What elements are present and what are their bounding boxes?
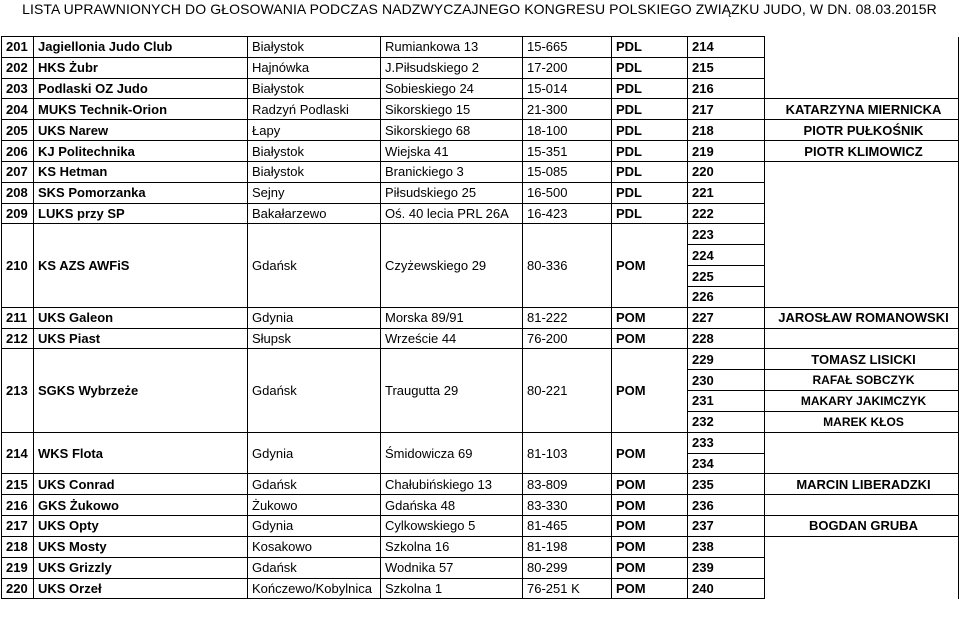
table-body [2, 37, 959, 599]
row-number: 211 [2, 307, 34, 328]
delegate-number: 229 [688, 349, 765, 370]
club-postal-code: 21-300 [523, 99, 612, 120]
table-row [2, 37, 959, 58]
row-number: 216 [2, 495, 34, 516]
club-city: Hajnówka [248, 57, 381, 78]
club-postal-code: 15-014 [523, 78, 612, 99]
club-name: UKS Galeon [34, 307, 248, 328]
club-city: Bakałarzewo [248, 203, 381, 224]
club-name: UKS Narew [34, 120, 248, 141]
club-name: KS Hetman [34, 161, 248, 182]
club-postal-code: 16-500 [523, 182, 612, 203]
club-city: Gdańsk [248, 349, 381, 432]
table-row [2, 161, 959, 182]
club-street: Morska 89/91 [381, 307, 523, 328]
delegate-name [765, 328, 959, 349]
club-province: POM [612, 307, 688, 328]
table-row [2, 203, 959, 224]
club-street: Czyżewskiego 29 [381, 224, 523, 307]
delegate-name: BOGDAN GRUBA [765, 516, 959, 537]
club-province: POM [612, 328, 688, 349]
club-street: Gdańska 48 [381, 495, 523, 516]
delegate-name [765, 557, 959, 578]
delegate-number: 220 [688, 161, 765, 182]
club-postal-code: 81-198 [523, 536, 612, 557]
row-number: 214 [2, 432, 34, 474]
table-row [2, 99, 959, 120]
delegate-number: 221 [688, 182, 765, 203]
delegate-number: 216 [688, 78, 765, 99]
club-province: POM [612, 432, 688, 474]
club-province: PDL [612, 37, 688, 58]
delegate-name [765, 182, 959, 203]
club-name: Podlaski OZ Judo [34, 78, 248, 99]
delegate-number: 228 [688, 328, 765, 349]
delegate-number: 230 [688, 370, 765, 391]
delegate-name: MAREK KŁOS [765, 411, 959, 432]
club-province: PDL [612, 161, 688, 182]
delegate-number: 239 [688, 557, 765, 578]
club-name: KS AZS AWFiS [34, 224, 248, 307]
club-street: Szkolna 16 [381, 536, 523, 557]
club-postal-code: 80-221 [523, 349, 612, 432]
row-number: 215 [2, 474, 34, 495]
club-name: UKS Orzeł [34, 578, 248, 599]
delegate-number: 215 [688, 57, 765, 78]
club-street: Wodnika 57 [381, 557, 523, 578]
delegate-name: MARCIN LIBERADZKI [765, 474, 959, 495]
delegate-number: 234 [688, 453, 765, 474]
delegate-name [765, 578, 959, 599]
delegate-name [765, 78, 959, 99]
club-province: POM [612, 349, 688, 432]
delegate-number: 240 [688, 578, 765, 599]
club-street: Sobieskiego 24 [381, 78, 523, 99]
club-city: Łapy [248, 120, 381, 141]
club-city: Gdynia [248, 516, 381, 537]
delegate-name [765, 453, 959, 474]
club-city: Gdańsk [248, 224, 381, 307]
table-row [2, 224, 959, 245]
row-number: 213 [2, 349, 34, 432]
delegate-number: 214 [688, 37, 765, 58]
club-city: Białystok [248, 141, 381, 162]
delegate-number: 225 [688, 266, 765, 287]
delegate-name [765, 495, 959, 516]
club-street: Chałubińskiego 13 [381, 474, 523, 495]
table-row [2, 432, 959, 453]
row-number: 201 [2, 37, 34, 58]
club-street: Szkolna 1 [381, 578, 523, 599]
delegate-number: 222 [688, 203, 765, 224]
row-number: 206 [2, 141, 34, 162]
row-number: 207 [2, 161, 34, 182]
club-postal-code: 15-351 [523, 141, 612, 162]
club-city: Gdynia [248, 432, 381, 474]
table-row [2, 557, 959, 578]
delegate-number: 218 [688, 120, 765, 141]
club-postal-code: 81-465 [523, 516, 612, 537]
club-postal-code: 80-299 [523, 557, 612, 578]
delegate-name: JAROSŁAW ROMANOWSKI [765, 307, 959, 328]
club-name: Jagiellonia Judo Club [34, 37, 248, 58]
club-name: SGKS Wybrzeże [34, 349, 248, 432]
club-street: J.Piłsudskiego 2 [381, 57, 523, 78]
club-city: Gdynia [248, 307, 381, 328]
row-number: 220 [2, 578, 34, 599]
club-city: Gdańsk [248, 557, 381, 578]
club-postal-code: 18-100 [523, 120, 612, 141]
club-postal-code: 76-200 [523, 328, 612, 349]
club-city: Żukowo [248, 495, 381, 516]
club-name: UKS Mosty [34, 536, 248, 557]
delegate-name: PIOTR KLIMOWICZ [765, 141, 959, 162]
club-province: PDL [612, 99, 688, 120]
delegate-name: KATARZYNA MIERNICKA [765, 99, 959, 120]
table-row [2, 57, 959, 78]
delegate-number: 219 [688, 141, 765, 162]
club-city: Radzyń Podlaski [248, 99, 381, 120]
club-postal-code: 16-423 [523, 203, 612, 224]
delegate-number: 238 [688, 536, 765, 557]
club-city: Gdańsk [248, 474, 381, 495]
club-postal-code: 80-336 [523, 224, 612, 307]
club-province: PDL [612, 203, 688, 224]
table-row [2, 328, 959, 349]
delegate-name [765, 224, 959, 245]
table-row [2, 78, 959, 99]
club-province: POM [612, 578, 688, 599]
club-name: KJ Politechnika [34, 141, 248, 162]
delegate-number: 233 [688, 432, 765, 453]
club-postal-code: 17-200 [523, 57, 612, 78]
delegate-number: 231 [688, 391, 765, 412]
row-number: 218 [2, 536, 34, 557]
club-street: Wiejska 41 [381, 141, 523, 162]
club-street: Branickiego 3 [381, 161, 523, 182]
club-name: SKS Pomorzanka [34, 182, 248, 203]
table-row [2, 578, 959, 599]
club-postal-code: 81-103 [523, 432, 612, 474]
delegate-name [765, 161, 959, 182]
club-city: Białystok [248, 37, 381, 58]
club-street: Piłsudskiego 25 [381, 182, 523, 203]
table-row [2, 495, 959, 516]
club-name: HKS Żubr [34, 57, 248, 78]
delegate-name [765, 245, 959, 266]
club-province: PDL [612, 57, 688, 78]
delegate-name [765, 37, 959, 58]
row-number: 202 [2, 57, 34, 78]
club-city: Kosakowo [248, 536, 381, 557]
table-row [2, 349, 959, 370]
delegate-name: MAKARY JAKIMCZYK [765, 391, 959, 412]
club-province: POM [612, 516, 688, 537]
delegate-number: 217 [688, 99, 765, 120]
table-row [2, 141, 959, 162]
delegate-number: 227 [688, 307, 765, 328]
table-row [2, 182, 959, 203]
delegate-name [765, 286, 959, 307]
club-province: PDL [612, 141, 688, 162]
row-number: 203 [2, 78, 34, 99]
delegate-name: RAFAŁ SOBCZYK [765, 370, 959, 391]
delegate-name [765, 203, 959, 224]
club-postal-code: 81-222 [523, 307, 612, 328]
club-city: Białystok [248, 78, 381, 99]
delegate-number: 226 [688, 286, 765, 307]
club-city: Słupsk [248, 328, 381, 349]
delegate-number: 235 [688, 474, 765, 495]
row-number: 204 [2, 99, 34, 120]
row-number: 217 [2, 516, 34, 537]
club-city: Białystok [248, 161, 381, 182]
delegate-name [765, 57, 959, 78]
voters-table [1, 36, 959, 599]
club-postal-code: 15-665 [523, 37, 612, 58]
table-row [2, 536, 959, 557]
delegate-name: TOMASZ LISICKI [765, 349, 959, 370]
club-province: PDL [612, 78, 688, 99]
delegate-number: 232 [688, 411, 765, 432]
club-street: Śmidowicza 69 [381, 432, 523, 474]
row-number: 219 [2, 557, 34, 578]
club-name: WKS Flota [34, 432, 248, 474]
delegate-name [765, 536, 959, 557]
club-name: LUKS przy SP [34, 203, 248, 224]
club-name: UKS Conrad [34, 474, 248, 495]
club-street: Sikorskiego 68 [381, 120, 523, 141]
row-number: 212 [2, 328, 34, 349]
page-title: LISTA UPRAWNIONYCH DO GŁOSOWANIA PODCZAS NADZWYCZAJNEGO KONGRESU POLSKIEGO ZWIĄZKU JUDO, W DN. 08.03.2015R [22, 1, 937, 17]
club-street: Cylkowskiego 5 [381, 516, 523, 537]
club-name: UKS Grizzly [34, 557, 248, 578]
club-street: Rumiankowa 13 [381, 37, 523, 58]
club-name: GKS Żukowo [34, 495, 248, 516]
club-province: PDL [612, 120, 688, 141]
row-number: 210 [2, 224, 34, 307]
club-street: Oś. 40 lecia PRL 26A [381, 203, 523, 224]
club-street: Wrzeście 44 [381, 328, 523, 349]
club-street: Traugutta 29 [381, 349, 523, 432]
club-province: POM [612, 224, 688, 307]
club-city: Kończewo/Kobylnica [248, 578, 381, 599]
club-postal-code: 83-330 [523, 495, 612, 516]
club-name: UKS Piast [34, 328, 248, 349]
row-number: 209 [2, 203, 34, 224]
club-postal-code: 83-809 [523, 474, 612, 495]
club-province: POM [612, 474, 688, 495]
delegate-number: 236 [688, 495, 765, 516]
delegate-number: 223 [688, 224, 765, 245]
row-number: 208 [2, 182, 34, 203]
table-row [2, 307, 959, 328]
club-province: POM [612, 557, 688, 578]
delegate-name [765, 432, 959, 453]
club-postal-code: 76-251 K [523, 578, 612, 599]
delegate-number: 237 [688, 516, 765, 537]
club-city: Sejny [248, 182, 381, 203]
delegate-name: PIOTR PUŁKOŚNIK [765, 120, 959, 141]
club-province: POM [612, 495, 688, 516]
club-province: POM [612, 536, 688, 557]
club-street: Sikorskiego 15 [381, 99, 523, 120]
table-row [2, 516, 959, 537]
club-name: UKS Opty [34, 516, 248, 537]
table-row [2, 120, 959, 141]
club-province: PDL [612, 182, 688, 203]
table-row [2, 474, 959, 495]
row-number: 205 [2, 120, 34, 141]
delegate-name [765, 266, 959, 287]
club-postal-code: 15-085 [523, 161, 612, 182]
delegate-number: 224 [688, 245, 765, 266]
club-name: MUKS Technik-Orion [34, 99, 248, 120]
